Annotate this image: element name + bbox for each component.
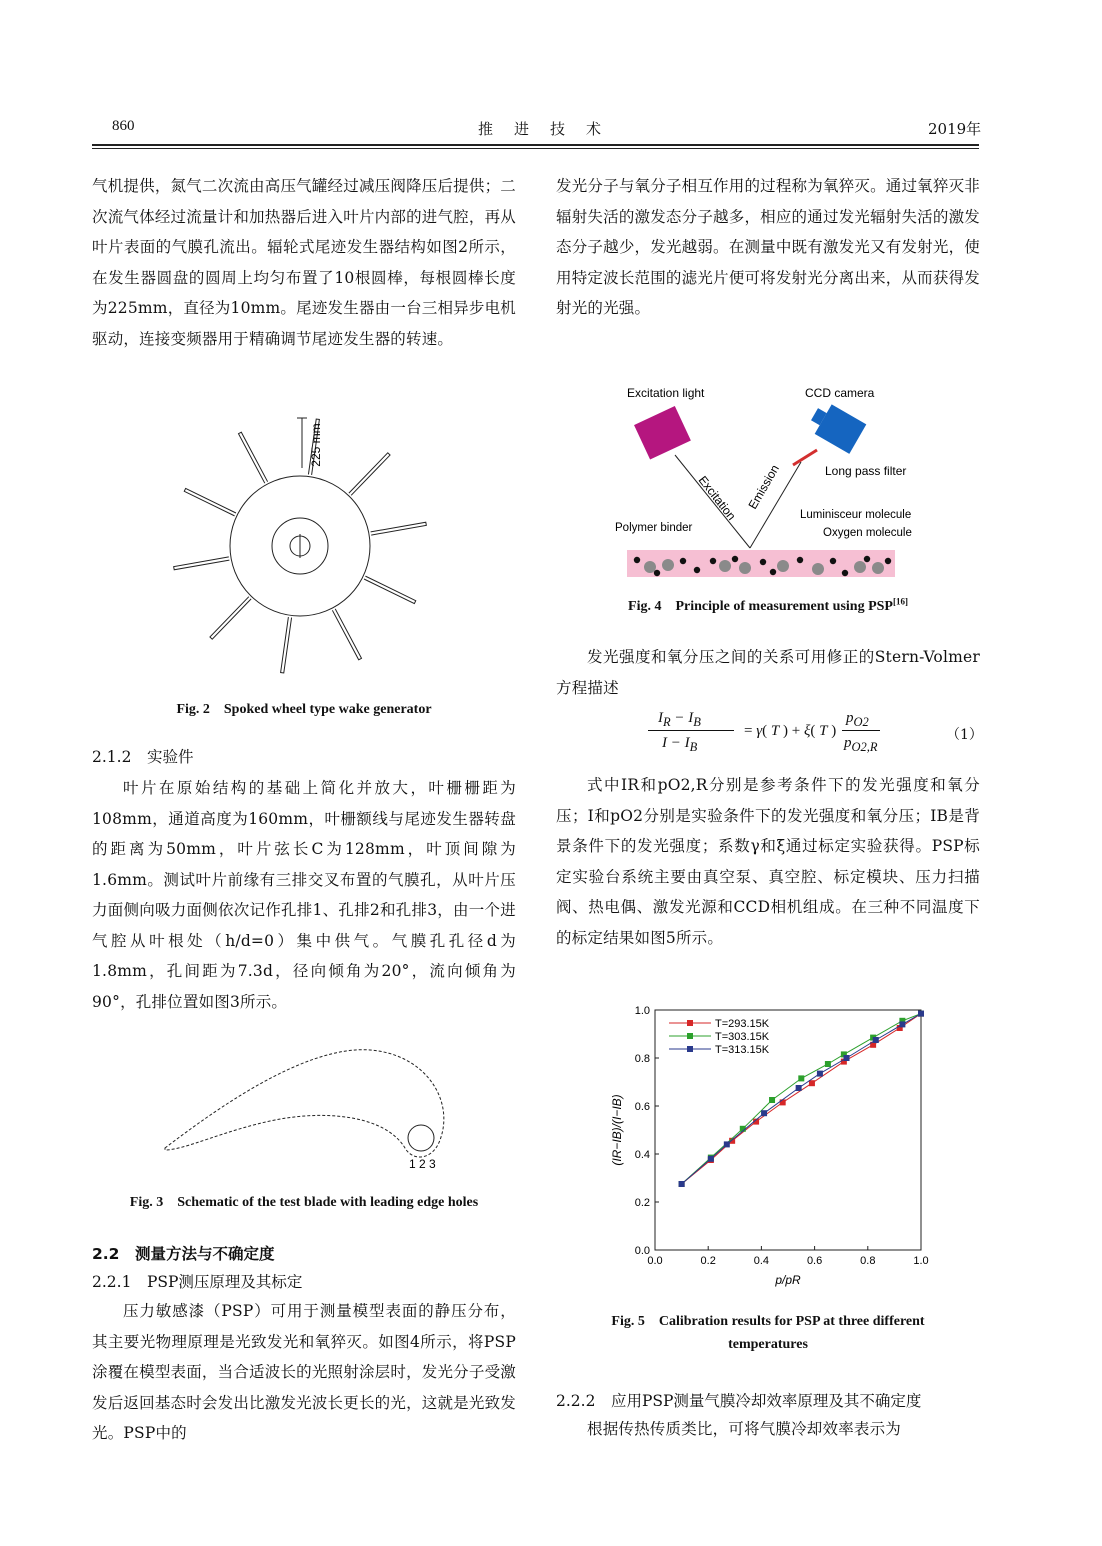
oxygen-molecule (694, 567, 700, 573)
y-tick-label: 0.8 (634, 1053, 650, 1065)
equation-1-number: （1） (946, 727, 983, 743)
section-2-2-title (92, 1239, 274, 1269)
data-point (899, 1021, 905, 1027)
oxygen-molecule (885, 558, 891, 564)
spoke-rod (210, 597, 251, 640)
data-point (724, 1141, 730, 1147)
paragraph-text: 根据传热传质类比，可将气膜冷却效率表示为 (587, 1420, 902, 1438)
legend-marker (687, 1020, 693, 1026)
oxygen-molecule (634, 557, 640, 563)
data-point (796, 1085, 802, 1091)
spoke-rod (281, 617, 292, 673)
x-tick-label: 0.0 (647, 1255, 663, 1267)
luminescent-molecule-label: Luminisceur molecule (800, 509, 912, 521)
section-2-2-2-title: 2.2.2 应用PSP测量气膜冷却效率原理及其不确定度 (556, 1392, 922, 1410)
figure-5-calibration-chart (605, 1000, 940, 1295)
x-axis-label: p/pR (775, 1273, 801, 1287)
right-paragraph-4 (556, 1414, 980, 1445)
spoke-rod (371, 522, 427, 535)
excitation-ray-label: Excitation (695, 473, 739, 523)
spoke-rod (174, 557, 230, 570)
left-paragraph-2 (92, 773, 516, 1017)
data-point (873, 1037, 879, 1043)
oxygen-molecule (830, 558, 836, 564)
x-tick-label: 0.2 (700, 1255, 716, 1267)
page-number: 860 (112, 118, 135, 134)
oxygen-molecule (710, 558, 716, 564)
figure-2-wake-generator (170, 410, 430, 690)
figure-4-caption-text: Fig. 4 Principle of measurement using PSP (628, 599, 893, 614)
data-point (769, 1097, 775, 1103)
journal-name: 推 进 技 术 (478, 120, 605, 138)
data-point (844, 1055, 850, 1061)
data-point (825, 1061, 831, 1067)
y-tick-label: 1.0 (634, 1005, 650, 1017)
paragraph-text: 式中IR和pO2,R分别是参考条件下的发光强度和氧分压；I和pO2分别是实验条件下的发光强度和氧分压；IB是背景条件下的发光强度；系数γ和ξ通过标定实验获得。PSP标定实验台系统主要由真空泵、真空腔、标定模块、压力扫描阀、热电偶、激发光源和CCD相机组成。在三种不同温度下的标定结果如图5所示。 (556, 776, 980, 947)
figure-2-caption: Fig. 2 Spoked wheel type wake generator (176, 702, 432, 717)
hole-row-labels: 1 2 3 (409, 1157, 436, 1171)
right-paragraph-2 (556, 642, 980, 703)
spoke-rod (364, 576, 416, 603)
figure-5-caption-line-2: temperatures (728, 1337, 808, 1352)
oxygen-molecule-label: Oxygen molecule (823, 527, 912, 539)
ccd-camera-icon (806, 399, 866, 453)
section-2-2-1-title: 2.2.1 PSP测压原理及其标定 (92, 1273, 303, 1291)
figure-5-caption-line-1: Fig. 5 Calibration results for PSP at three different (611, 1314, 925, 1329)
data-point (761, 1110, 767, 1116)
plot-frame (655, 1010, 921, 1250)
ccd-camera-label: CCD camera (805, 386, 875, 400)
x-tick-label: 0.6 (806, 1255, 823, 1267)
x-tick-label: 1.0 (913, 1255, 929, 1267)
oxygen-molecule (654, 570, 660, 576)
right-paragraph-1 (556, 171, 980, 324)
section-title-text: 2.2 测量方法与不确定度 (92, 1245, 275, 1263)
oxygen-molecule (732, 556, 738, 562)
header-rule (92, 144, 979, 146)
figure-4-psp-principle (605, 380, 935, 585)
excitation-light-label: Excitation light (627, 386, 705, 400)
paragraph-text: 发光强度和氧分压之间的关系可用修正的Stern-Volmer方程描述 (556, 648, 980, 697)
polymer-binder-label: Polymer binder (615, 522, 693, 534)
data-point (817, 1071, 823, 1077)
luminescent-molecule (739, 562, 751, 574)
header-rule-thin (92, 148, 979, 149)
figure-3-caption: Fig. 3 Schematic of the test blade with leading edge holes (129, 1195, 479, 1210)
luminescent-molecule (644, 561, 656, 573)
right-paragraph-3 (556, 770, 980, 953)
legend-marker (687, 1033, 693, 1039)
y-axis-label: (IR−IB)/(I−IB) (610, 1094, 624, 1166)
luminescent-molecule (872, 562, 884, 574)
data-point (679, 1181, 685, 1187)
x-tick-label: 0.8 (860, 1255, 876, 1267)
excitation-light-source (634, 406, 691, 459)
y-tick-label: 0.0 (634, 1245, 650, 1257)
oxygen-molecule (842, 570, 848, 576)
paragraph-text: 压力敏感漆（PSP）可用于测量模型表面的静压分布，其主要光物理原理是光致发光和氧猝灭。如图4所示，将PSP涂覆在模型表面，当合适波长的光照射涂层时，发光分子受激发后返回基态时会发出比激发光波长更长的光，这就是光致发光。PSP中的 (92, 1302, 516, 1442)
paragraph-text: 气机提供，氮气二次流由高压气罐经过减压阀降压后提供；二次流气体经过流量计和加热器后进入叶片内部的进气腔，再从叶片表面的气膜孔流出。辐轮式尾迹发生器结构如图2所示，在发生器圆盘的圆周上均匀布置了10根圆棒，每根圆棒长度为225mm，直径为10mm。尾迹发生器由一台三相异步电机驱动，连接变频器用于精确调节尾迹发生器的转速。 (92, 177, 516, 348)
figure-4-reference: [16] (892, 596, 908, 607)
y-tick-label: 0.6 (634, 1101, 650, 1113)
oxygen-molecule (760, 559, 766, 565)
section-2-1-2-title: 2.1.2 实验件 (92, 748, 194, 766)
spoke-rod (332, 609, 361, 660)
left-paragraph-1 (92, 171, 516, 354)
legend-marker (687, 1046, 693, 1052)
data-point (780, 1099, 786, 1105)
legend-label: T=303.15K (715, 1031, 770, 1043)
oxygen-molecule (864, 556, 870, 562)
data-point (708, 1156, 714, 1162)
long-pass-filter-label: Long pass filter (825, 464, 907, 478)
data-point (798, 1075, 804, 1081)
figure-3-blade-schematic (155, 1040, 455, 1175)
paragraph-text: 发光分子与氧分子相互作用的过程称为氧猝灭。通过氧猝灭非辐射失活的激发态分子越多，相应的通过发光辐射失活的激发态分子越少，发光越弱。在测量中既有激发光又有发射光，使用特定波长范围的滤光片便可将发射光分离出来，从而获得发射光的光强。 (556, 177, 980, 317)
legend-label: T=293.15K (715, 1018, 770, 1030)
y-tick-label: 0.4 (634, 1149, 650, 1161)
legend-label: T=313.15K (715, 1044, 770, 1056)
oxygen-molecule (770, 569, 776, 575)
spoke-length-label: 225 mm (309, 423, 323, 467)
year: 2019年 (928, 120, 982, 138)
oxygen-molecule (680, 558, 686, 564)
spoke-rod (184, 488, 236, 515)
emission-ray-label: Emission (745, 462, 782, 512)
luminescent-molecule (662, 559, 674, 571)
oxygen-molecule (797, 557, 803, 563)
left-paragraph-3 (92, 1296, 516, 1449)
spoke-rod (349, 453, 390, 496)
x-tick-label: 0.4 (753, 1255, 770, 1267)
y-tick-label: 0.2 (634, 1197, 650, 1209)
data-point (809, 1080, 815, 1086)
luminescent-molecule (812, 563, 824, 575)
data-point (918, 1011, 924, 1017)
figure-4-caption (556, 595, 980, 615)
luminescent-molecule (719, 560, 731, 572)
luminescent-molecule (854, 561, 866, 573)
long-pass-filter (793, 450, 817, 465)
spoke-rod (238, 432, 267, 483)
paragraph-text: 叶片在原始结构的基础上简化并放大，叶栅栅距为108mm，通道高度为160mm，叶栅额线与尾迹发生器转盘的距离为50mm，叶片弦长C为128mm，叶顶间隙为1.6mm。测试叶片前缘有三排交叉布置的气膜孔，从叶片压力面侧向吸力面侧依次记作孔排1、孔排2和孔排3，由一个进气腔从叶根处（h/d=0）集中供气。气膜孔孔径d为1.8mm，孔间距为7.3d，径向倾角为20°，流向倾角为90°，孔排位置如图3所示。 (92, 779, 516, 1011)
luminescent-molecule (777, 560, 789, 572)
